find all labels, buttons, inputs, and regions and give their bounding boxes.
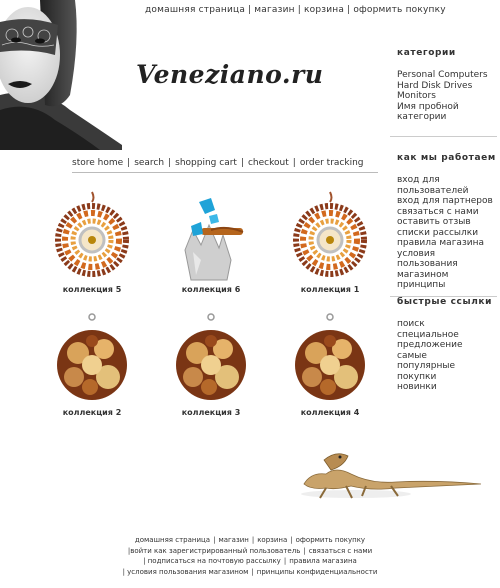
store-navigation [72, 158, 364, 168]
footer-separator: | [303, 546, 306, 555]
nav-separator: | [127, 158, 131, 168]
footer-subscribe-link[interactable]: подписаться на почтовую рассылку [147, 557, 281, 565]
store-home-link[interactable]: store home [72, 158, 124, 168]
top-navigation [145, 5, 446, 15]
footer-line [0, 567, 500, 578]
product-label[interactable]: коллекция 3 [181, 408, 241, 417]
footer-checkout-link[interactable]: оформить покупку [295, 536, 366, 544]
category-link[interactable]: Hard Disk Drives [397, 80, 473, 91]
search-quick-link[interactable]: поиск [397, 319, 425, 329]
category-link[interactable]: Monitors [397, 91, 436, 101]
product-label[interactable]: коллекция 2 [62, 408, 122, 417]
partner-login-link[interactable]: вход для партнеров [397, 196, 493, 206]
checkout-link[interactable]: checkout [247, 158, 289, 168]
nav-separator: | [297, 5, 301, 15]
shopping-cart-link[interactable]: shopping cart [175, 158, 237, 168]
special-offer-link[interactable]: специальное предложение [397, 329, 463, 350]
footer-separator: | [283, 557, 287, 565]
quick-links-section [397, 297, 492, 393]
footer-separator: | [127, 546, 131, 555]
footer-line [0, 535, 500, 546]
footer-separator: | [290, 536, 293, 544]
user-login-link[interactable]: вход для пользователей [397, 175, 469, 196]
quick-links-title: быстрые ссылки [397, 297, 493, 307]
product-item[interactable] [282, 313, 378, 417]
shop-rules-link[interactable]: правила магазина [397, 238, 484, 248]
footer-home-link[interactable]: домашняя страница [134, 536, 211, 544]
nav-home-link[interactable]: домашняя страница [145, 5, 246, 15]
order-tracking-link[interactable]: order tracking [299, 158, 364, 168]
footer-shop-link[interactable]: магазин [218, 536, 249, 544]
product-label[interactable]: коллекция 4 [300, 408, 360, 417]
site-logo[interactable]: Veneziano.ru [136, 60, 324, 89]
jewelry-ring-image[interactable] [290, 190, 370, 282]
terms-link[interactable]: условия пользования магазином [397, 248, 458, 280]
footer-contact-link[interactable]: связаться с нами [308, 546, 373, 555]
divider [72, 172, 378, 173]
divider [390, 136, 497, 137]
category-link[interactable]: Имя пробной категории [397, 101, 459, 122]
product-label[interactable]: коллекция 1 [300, 285, 360, 294]
how-we-work-section [397, 153, 496, 291]
review-link[interactable]: оставить отзыв [397, 217, 471, 227]
product-item[interactable] [44, 313, 140, 417]
footer-terms-link[interactable]: условия пользования магазином [127, 567, 249, 576]
nav-cart-link[interactable]: корзина [303, 5, 345, 15]
search-link[interactable]: search [134, 158, 165, 168]
contact-link[interactable]: связаться с нами [397, 206, 479, 217]
categories-section [397, 48, 488, 123]
nav-separator: | [240, 158, 244, 168]
product-item[interactable] [163, 190, 259, 294]
product-label[interactable]: коллекция 6 [181, 285, 241, 294]
product-item[interactable] [282, 190, 378, 294]
product-item[interactable] [44, 190, 140, 294]
footer-separator: | [213, 536, 216, 544]
new-items-link[interactable]: новинки [397, 382, 437, 392]
jewelry-pendant-image[interactable] [290, 313, 370, 405]
footer-line [0, 556, 500, 567]
footer-privacy-link[interactable]: принципы конфиденциальности [256, 567, 378, 576]
footer-rules-link[interactable]: правила магазина [289, 557, 357, 565]
footer-separator: | [122, 567, 125, 576]
footer-cart-link[interactable]: корзина [257, 536, 288, 544]
footer-login-link[interactable]: войти как зарегистрированный пользователь [130, 546, 301, 555]
categories-title: категории [397, 48, 456, 58]
footer-line [0, 546, 500, 557]
masked-woman-image [0, 0, 125, 150]
nav-separator: | [248, 5, 252, 15]
jewelry-crystal-image[interactable] [171, 190, 251, 282]
footer-separator: | [251, 536, 255, 544]
footer-separator: | [251, 567, 254, 576]
nav-shop-link[interactable]: магазин [254, 5, 295, 15]
nav-separator: | [292, 158, 296, 168]
category-link[interactable]: Personal Computers [397, 70, 488, 80]
jewelry-ring-image[interactable] [52, 190, 132, 282]
jewelry-pendant-image[interactable] [171, 313, 251, 405]
product-item[interactable] [163, 313, 259, 417]
product-label[interactable]: коллекция 5 [62, 285, 122, 294]
popular-link[interactable]: самые популярные покупки [397, 350, 456, 382]
nav-checkout-link[interactable]: оформить покупку [353, 5, 446, 15]
nav-separator: | [347, 5, 351, 15]
nav-separator: | [168, 158, 172, 168]
lizard-image [296, 444, 486, 510]
principles-link[interactable]: принципы [397, 280, 446, 290]
footer [0, 535, 500, 577]
footer-separator: | [143, 557, 146, 565]
jewelry-pendant-image[interactable] [52, 313, 132, 405]
mailing-lists-link[interactable]: списки рассылки [397, 227, 479, 238]
how-we-work-title: как мы работаем [397, 153, 496, 163]
